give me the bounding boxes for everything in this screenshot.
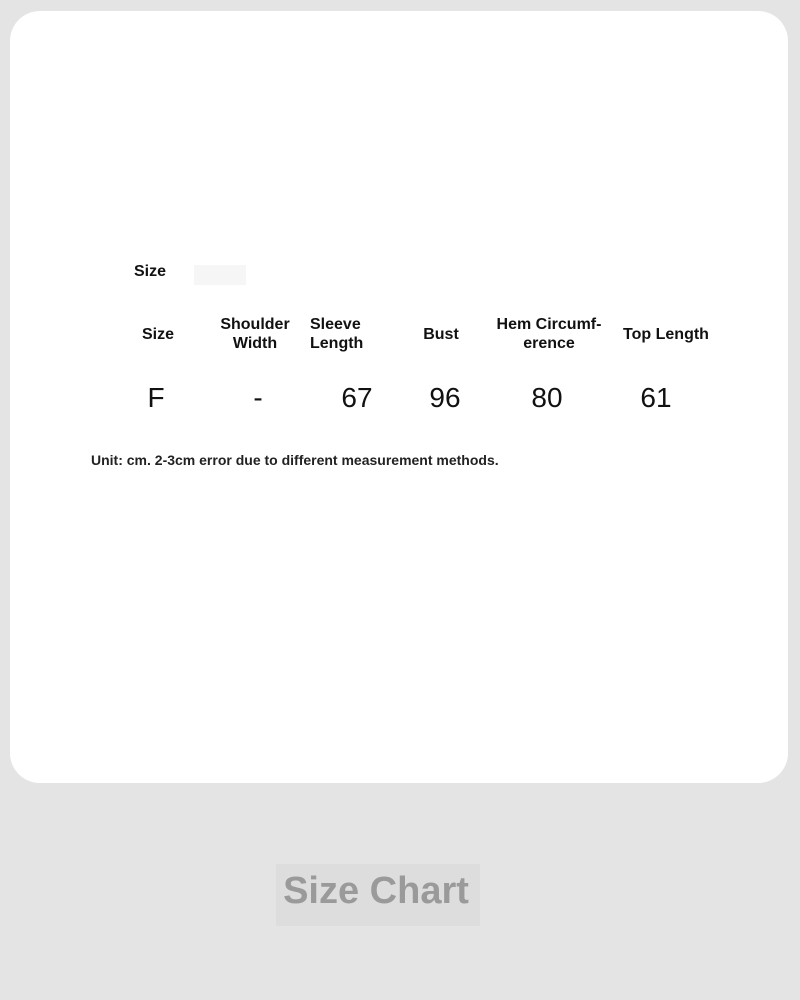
header-shoulder-width-line2: Width [232, 335, 278, 352]
header-top-length-line1: Top Length [623, 326, 709, 343]
header-top-length [611, 325, 721, 344]
cell-sleeve-length: 67 [341, 382, 373, 413]
measurement-note: Unit: cm. 2-3cm error due to different measurement methods. [91, 452, 499, 468]
size-caption: Size [134, 263, 167, 280]
header-sleeve-length [310, 315, 385, 353]
cell-hem-circumference: 80 [531, 382, 563, 413]
header-size-line1: Size [141, 326, 174, 343]
size-chart-card [10, 11, 788, 783]
header-size [123, 325, 193, 344]
footer-title: Size Chart [283, 870, 469, 912]
header-hem-circumference [484, 315, 614, 353]
cell-bust: 96 [429, 382, 461, 413]
header-shoulder-width [210, 315, 300, 353]
header-shoulder-width-line1: Shoulder [220, 316, 290, 333]
cell-top-length: 61 [640, 382, 672, 413]
header-bust [406, 325, 476, 344]
cell-shoulder-width: - [253, 382, 263, 413]
cell-size: F [147, 382, 165, 413]
header-sleeve-length-line2: Length [310, 335, 364, 352]
header-hem-circumference-line2: erence [523, 335, 575, 352]
header-hem-circumference-line1: Hem Circumf- [496, 316, 602, 333]
header-bust-line1: Bust [423, 326, 459, 343]
header-sleeve-length-line1: Sleeve [310, 316, 361, 333]
